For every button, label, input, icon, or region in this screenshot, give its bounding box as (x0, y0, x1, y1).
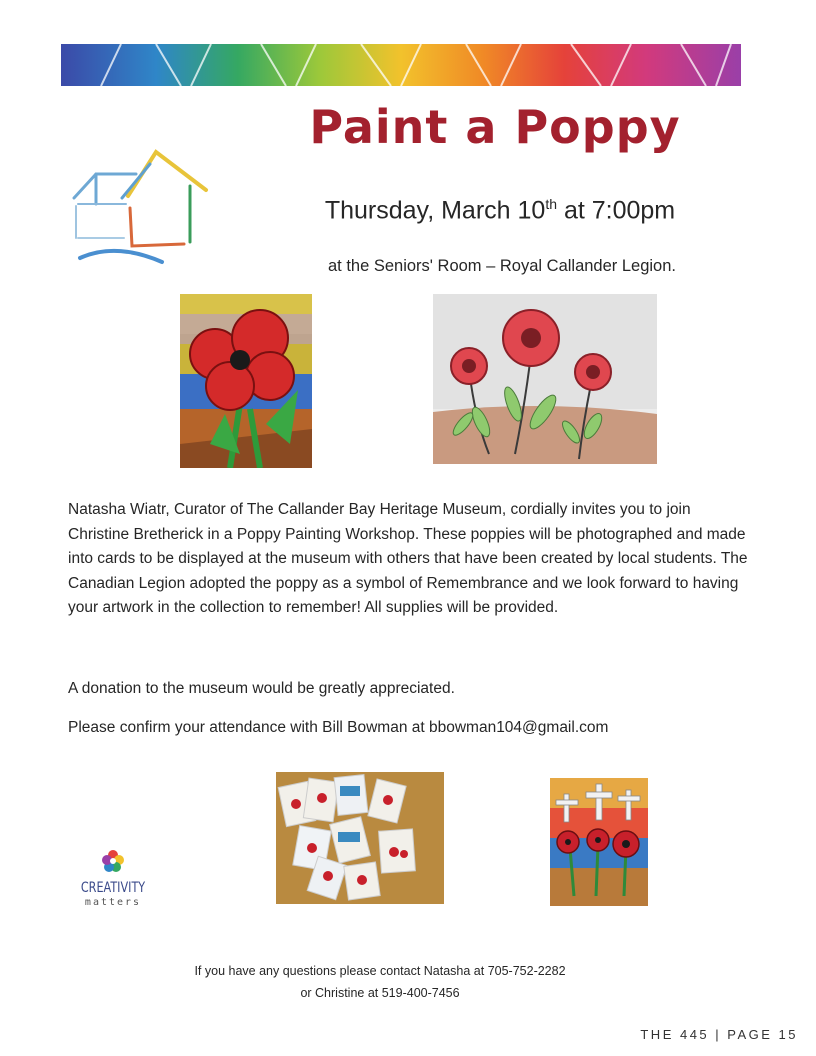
invitation-paragraph: Natasha Wiatr, Curator of The Callander Bay Heritage Museum, cordially invites you to join Christine Bretherick in a Poppy Painting Workshop. These poppies will be photographed and made into cards to be displayed at the museum with others that have been created by local students. The Canadian Legion adopted the poppy as a symbol of Remembrance and we look forward to having your artwork in the collection to remember! All supplies will be provided. (68, 501, 748, 616)
poppy-painting-1 (180, 294, 312, 468)
event-date-suffix: th (545, 196, 557, 212)
poppy-painting-2 (433, 294, 657, 464)
contact-footer-line-1: If you have any questions please contact Natasha at 705-752-2282 (194, 964, 566, 978)
house-sketch-icon (66, 146, 214, 270)
donation-note: A donation to the museum would be greatly appreciated. (68, 680, 455, 697)
event-date (250, 196, 750, 225)
logo-line-2: matters (84, 897, 142, 908)
event-date-main: Thursday, March 10 (324, 196, 546, 225)
rainbow-banner (61, 44, 741, 86)
cards-collection-photo (276, 772, 444, 904)
logo-line-1: CREATIVITY (80, 880, 146, 896)
page-title: Paint a Poppy (309, 100, 681, 154)
contact-footer-line-2: or Christine at 519-400-7456 (300, 986, 460, 1000)
contact-footer (120, 960, 640, 1004)
confirm-attendance: Please confirm your attendance with Bill Bowman at bbowman104@gmail.com (68, 719, 609, 736)
creativity-matters-logo (70, 848, 156, 910)
crosses-poppy-painting (550, 778, 648, 906)
page-number: THE 445 | PAGE 15 (640, 1027, 798, 1042)
creativity-flower-icon (70, 848, 156, 874)
event-time: at 7:00pm (557, 196, 676, 225)
event-venue: at the Seniors' Room – Royal Callander Legion. (327, 257, 676, 275)
